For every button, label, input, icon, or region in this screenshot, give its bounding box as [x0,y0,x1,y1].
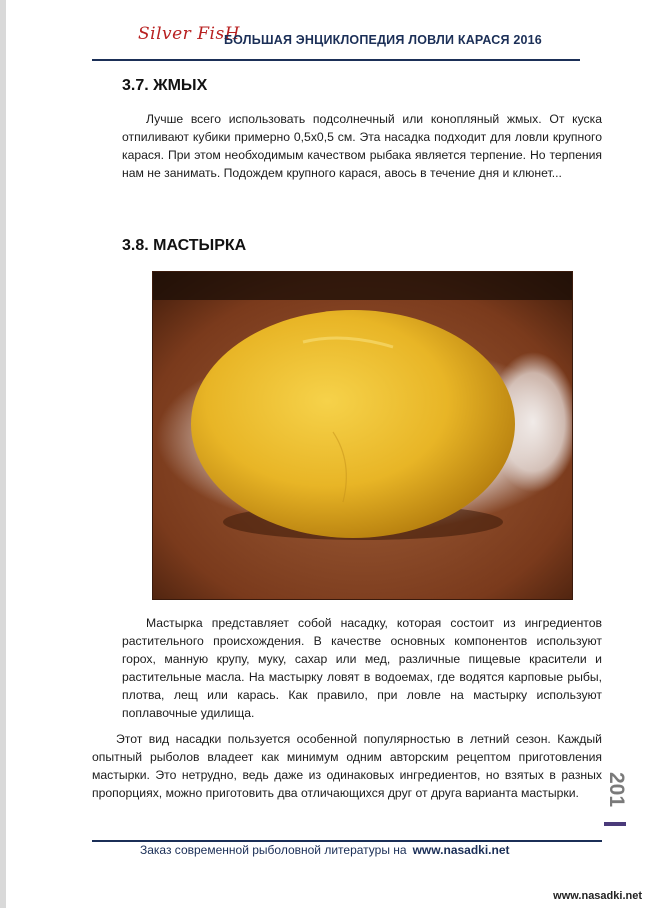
dough-ball-photo [152,271,573,600]
section-heading-zhmykh: 3.7. ЖМЫХ [122,77,208,94]
watermark: www.nasadki.net [553,890,642,902]
page-header [92,22,580,62]
mastyrka-paragraph-1: Мастырка представляет собой насадку, которая состоит из ингредиентов растительного происхождения. В качестве основных компонентов используют горох, манную крупу, муку, сахар или мед, различные пищевые красители и растительные масла. На мастырку ловят в водоемах, где водятся карповые рыбы, плотва, лещ или карась. Как правило, при ловле на мастырку используют поплавочные удилища. [122,616,602,720]
header-divider [92,59,580,61]
footer-divider [92,840,602,842]
page-edge-shadow [0,0,6,908]
page-number [604,772,628,818]
publisher-logo: Silver FisH [138,24,240,44]
page-number-bar [604,822,626,826]
board-top-shadow [153,272,572,300]
page-footer [140,843,510,857]
section-heading-mastyrka: 3.8. МАСТЫРКА [122,237,247,254]
mastyrka-paragraph-2: Этот вид насадки пользуется особенной популярностью в летний сезон. Каждый опытный рыболов владеет как минимум одним авторским рецептом приготовления мастырки. Это нетрудно, ведь даже из одинаковых ингредиентов, но взятых в разных пропорциях, можно приготовить два отличающихся друг от друга варианта мастырки. [92,732,602,800]
footer-text: Заказ современной рыболовной литературы на [140,843,407,857]
dough-ball [191,310,515,538]
page-number-text: 201 [605,772,628,808]
zhmykh-paragraph: Лучше всего использовать подсолнечный или конопляный жмых. От куска отпиливают кубики примерно 0,5х0,5 см. Эта насадка подходит для ловли крупного карася. При этом необходимым качеством рыбака является терпение. Но терпения нам не занимать. Подождем крупного карася, авось в течение дня и клюнет... [122,112,602,180]
footer-site-link[interactable]: www.nasadki.net [412,843,510,857]
book-title: БОЛЬШАЯ ЭНЦИКЛОПЕДИЯ ЛОВЛИ КАРАСЯ 2016 [224,33,542,47]
dough-ball-illustration [153,272,572,599]
